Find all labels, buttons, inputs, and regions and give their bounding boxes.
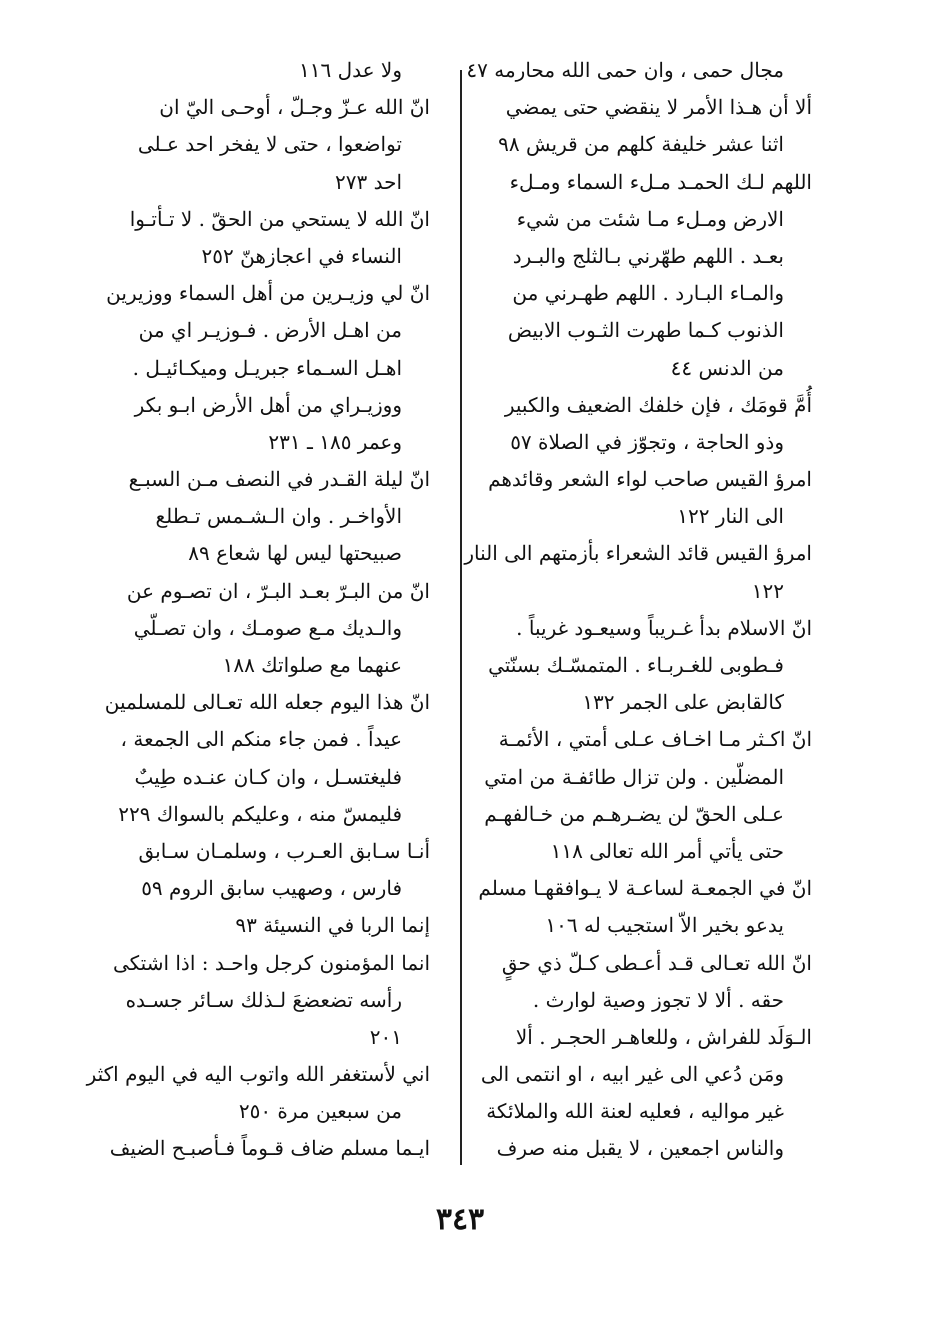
text-line: انّ في الجمعـة لساعـة لا يـوافقهـا مسلم [478, 876, 812, 901]
text-line: ألا أن هـذا الأمر لا ينقضي حتى يمضي [505, 95, 812, 120]
right-column [464, 52, 812, 1168]
text-line: انّ الله تعـالى قـد أعـطى كـلّ ذي حقٍ [501, 950, 812, 975]
text-line: فليمسّ منه ، وعليكم بالسواك ٢٢٩ [118, 801, 402, 826]
text-line: فليغتسـل ، وان كـان عنـده طِيبٌ [134, 764, 402, 789]
text-line: يدعو بخير الاّ استجيب له ١٠٦ [545, 913, 784, 938]
text-line: أُمَّ قومَك ، فإن خلفك الضعيف والكبير [504, 392, 812, 417]
text-line: والمـاء البـارد . اللهم طهـرني من [512, 281, 784, 306]
text-line: ٢٠١ [369, 1024, 402, 1049]
text-line: رأسه تضعضعَ لـذلك سـائر جسـده [125, 987, 402, 1012]
text-line: ومَن دُعي الى غير ابيه ، او انتمى الى [480, 1062, 784, 1087]
text-line: اهـل السـماء جبريـل وميكـائيـل . [132, 355, 402, 380]
text-line: احد ٢٧٣ [334, 169, 402, 194]
text-line: عيداً . فمن جاء منكم الى الجمعة ، [120, 727, 402, 752]
text-line: انّ الاسلام بدأ غـريباً وسيعـود غريباً . [516, 615, 812, 640]
text-line: انّ الله لا يستحي من الحقّ . لا تـأتـوا [129, 206, 430, 231]
text-line: الى النار ١٢٢ [677, 504, 784, 529]
text-line: والـديك مـع صومـك ، وان تصـلّي [133, 615, 402, 640]
text-line: وذو الحاجة ، وتجوّز في الصلاة ٥٧ [510, 429, 784, 454]
page-number: ٣٤٣ [435, 1202, 485, 1237]
text-line: صبيحتها ليس لها شعاع ٨٩ [188, 541, 402, 566]
text-line: اني لأستغفر الله واتوب اليه في اليوم اكثر [86, 1062, 430, 1087]
text-line: إنما الربا في النسيئة ٩٣ [235, 913, 430, 938]
text-line: ١٢٢ [751, 578, 784, 603]
text-line: اثنا عشر خليفة كلهم من قريش ٩٨ [498, 132, 784, 157]
text-line: انّ ليلة القـدر في النصف مـن السبـع [128, 467, 430, 492]
text-line: وعمر ١٨٥ ـ ٢٣١ [268, 429, 402, 454]
left-column [86, 52, 430, 1168]
text-line: امرؤ القيس قائد الشعراء بأزمتهم الى النار [464, 541, 812, 566]
text-line: انما المؤمنون كرجل واحـد : اذا اشتكى [112, 950, 430, 975]
text-line: امرؤ القيس صاحب لواء الشعر وقائدهم [488, 467, 812, 492]
text-line: انّ هذا اليوم جعله الله تعـالى للمسلمين [104, 690, 430, 715]
text-line: النساء في اعجازهنّ ٢٥٢ [201, 243, 402, 268]
text-line: مجال حمى ، وان حمى الله محارمه ٤٧ [466, 58, 784, 82]
text-line: انّ لي وزيـرين من أهل السماء ووزيرين [106, 281, 430, 306]
text-line: ولا عدل ١١٦ [299, 58, 402, 82]
column-divider [460, 70, 462, 1165]
text-line: حقه . ألا لا تجوز وصية لوارث . [532, 987, 784, 1012]
text-line: من الدنس ٤٤ [670, 355, 784, 380]
text-line: الذنوب كـما طهرت الثـوب الابيض [507, 318, 784, 343]
text-line: كالقابض على الجمر ١٣٢ [582, 690, 784, 715]
text-line: حتى يأتي أمر الله تعالى ١١٨ [550, 838, 784, 863]
text-line: فـطوبى للغـربـاء . المتمسّـك بسنّتي [488, 653, 784, 677]
text-line: فارس ، وصهيب سابق الروم ٥٩ [141, 876, 402, 901]
text-line: ووزيـراي من أهل الأرض ابـو بكر [134, 392, 402, 417]
text-line: بعـد . اللهم طهّرني بـالثلج والبـرد [512, 243, 784, 268]
text-line: عنهما مع صلواتك ١٨٨ [222, 653, 402, 677]
text-line: الـوَلَد للفراش ، وللعاهـر الحجـر . ألا [515, 1024, 812, 1049]
text-line: ايـما مسلم ضاف قـوماً فـأصبـح الضيف [109, 1136, 430, 1161]
text-line: غير مواليه ، فعليه لعنة الله والملائكة [486, 1099, 784, 1124]
text-line: انّ من البـرّ بعـد البـرّ ، ان تصـوم عن [126, 578, 430, 603]
text-line: المضلّين . ولن تزال طائفـة من امتي [484, 764, 784, 789]
text-line: انّ الله عـزّ وجـلّ ، أوحـى اليّ ان [159, 95, 430, 120]
text-line: الأواخـر . وان الـشـمس تـطلع [155, 504, 402, 529]
text-line: عـلى الحقّ لن يضـرهـم من خـالفهـم [484, 801, 784, 826]
text-line: أنـا سـابق العـرب ، وسلمـان سـابق [138, 838, 430, 863]
text-line: تواضعوا ، حتى لا يفخر احد عـلى [137, 132, 402, 157]
text-line: اللهم لـك الحمـد مـلء السماء ومـلء [509, 169, 812, 194]
text-line: انّ اكـثر مـا اخـاف عـلى أمتي ، الأئمـة [498, 727, 812, 752]
text-line: والناس اجمعين ، لا يقبل منه صرف [496, 1136, 784, 1161]
text-line: الارض ومـلء مـا شئت من شيء [516, 206, 784, 231]
text-line: من سبعين مرة ٢٥٠ [238, 1099, 402, 1124]
text-line: من اهـل الأرض . فـوزيـر اي من [138, 318, 402, 343]
